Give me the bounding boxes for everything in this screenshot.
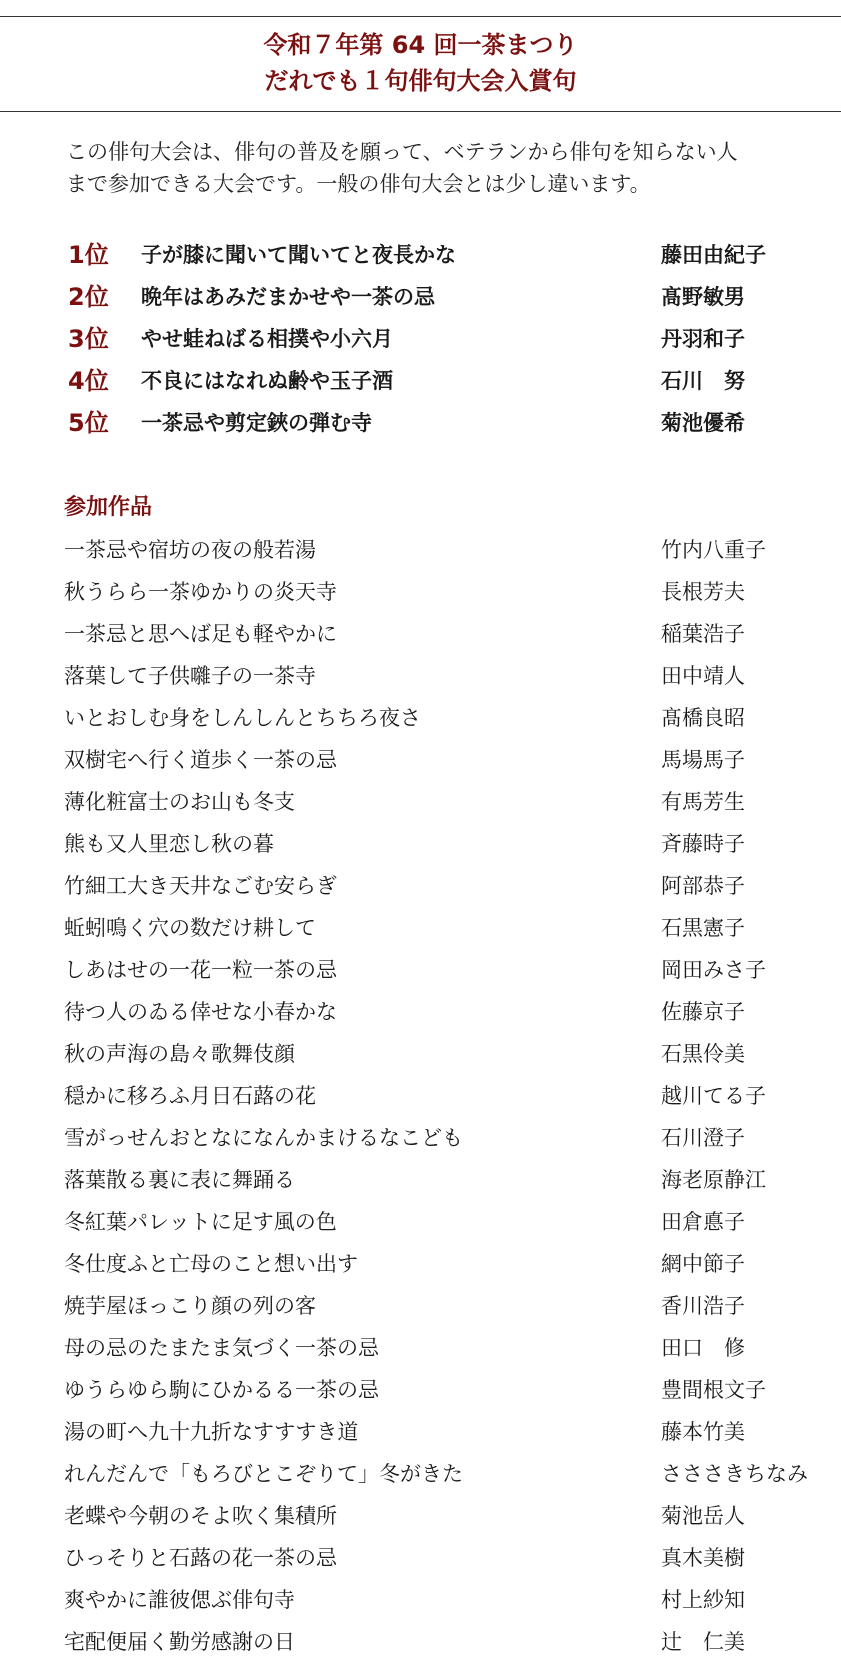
entry-row: [64, 781, 814, 823]
winner-author: 丹羽和子: [661, 327, 745, 351]
winner-haiku: 晩年はあみだまかせや一茶の忌: [141, 285, 435, 309]
entry-row: [64, 1117, 814, 1159]
winner-rank: 2位: [68, 283, 109, 311]
entry-author: 斉藤時子: [661, 832, 745, 856]
entry-author: さささきちなみ: [661, 1462, 808, 1486]
entry-author: 網中節子: [661, 1252, 745, 1276]
entry-row: [64, 1621, 814, 1663]
entry-author: 竹内八重子: [661, 538, 766, 562]
winners-list: [66, 234, 806, 444]
entry-author: 長根芳夫: [661, 580, 745, 604]
entry-haiku: 焼芋屋ほっこり顔の列の客: [64, 1294, 316, 1318]
entry-author: 田中靖人: [661, 664, 745, 688]
entry-haiku: いとおしむ身をしんしんとちちろ夜さ: [64, 706, 421, 730]
entry-row: [64, 949, 814, 991]
winner-rank: 3位: [68, 325, 109, 353]
winner-row: [66, 360, 806, 402]
entry-author: 佐藤京子: [661, 1000, 745, 1024]
entry-haiku: 老蝶や今朝のそよ吹く集積所: [64, 1504, 337, 1528]
entry-row: [64, 1201, 814, 1243]
entry-haiku: 一茶忌と思へば足も軽やかに: [64, 622, 337, 646]
entry-haiku: 双樹宅へ行く道歩く一茶の忌: [64, 748, 337, 772]
entry-author: 石黒憲子: [661, 916, 745, 940]
entry-haiku: 穏かに移ろふ月日石蕗の花: [64, 1084, 316, 1108]
entry-author: 岡田みさ子: [661, 958, 766, 982]
entry-row: [64, 613, 814, 655]
entry-row: [64, 739, 814, 781]
entry-author: 馬場馬子: [661, 748, 745, 772]
winner-row: [66, 234, 806, 276]
entry-author: 石川澄子: [661, 1126, 745, 1150]
entry-author: 髙橋良昭: [661, 706, 745, 730]
page-title-line2: だれでも１句俳句大会入賞句: [264, 67, 577, 95]
entry-haiku: 湯の町へ九十九折なすすすき道: [64, 1420, 359, 1444]
entry-author: 真木美樹: [661, 1546, 745, 1570]
entry-haiku: 母の忌のたまたま気づく一茶の忌: [64, 1336, 379, 1360]
entry-row: [64, 1033, 814, 1075]
entry-row: [64, 1285, 814, 1327]
entry-author: 辻 仁美: [661, 1630, 745, 1654]
entry-row: [64, 1537, 814, 1579]
entry-haiku: 落葉して子供囃子の一茶寺: [64, 664, 316, 688]
entry-haiku: 落葉散る裏に表に舞踊る: [64, 1168, 295, 1192]
entry-author: 石黒伶美: [661, 1042, 745, 1066]
entry-haiku: 薄化粧富士のお山も冬支: [64, 790, 295, 814]
entry-haiku: 秋うらら一茶ゆかりの炎天寺: [64, 580, 337, 604]
entry-row: [64, 991, 814, 1033]
winner-haiku: やせ蛙ねばる相撲や小六月: [141, 327, 393, 351]
entry-haiku: 雪がっせんおとなになんかまけるなこども: [64, 1126, 463, 1150]
entry-author: 阿部恭子: [661, 874, 745, 898]
intro-line1: この俳句大会は、俳句の普及を願って、ベテランから俳句を知らない人: [66, 140, 738, 164]
entry-row: [64, 655, 814, 697]
entry-haiku: 冬仕度ふと亡母のこと想い出す: [64, 1252, 358, 1276]
entry-haiku: ひっそりと石蕗の花一茶の忌: [64, 1546, 337, 1570]
winner-haiku: 一茶忌や剪定鋏の弾む寺: [141, 411, 372, 435]
entry-author: 有馬芳生: [661, 790, 745, 814]
entry-row: [64, 529, 814, 571]
entry-haiku: 秋の声海の島々歌舞伎顔: [64, 1042, 295, 1066]
winner-haiku: 不良にはなれぬ齢や玉子酒: [141, 369, 393, 393]
entry-haiku: 蚯蚓鳴く穴の数だけ耕して: [64, 916, 316, 940]
entry-author: 藤本竹美: [661, 1420, 745, 1444]
entry-haiku: しあはせの一花一粒一茶の忌: [64, 958, 337, 982]
entry-haiku: 竹細工大き天井なごむ安らぎ: [64, 874, 337, 898]
entry-row: [64, 907, 814, 949]
entry-author: 豊間根文子: [661, 1378, 766, 1402]
entry-haiku: 宅配便届く勤労感謝の日: [64, 1630, 295, 1654]
entry-author: 越川てる子: [661, 1084, 766, 1108]
winner-rank: 4位: [68, 367, 109, 395]
entry-haiku: 冬紅葉パレットに足す風の色: [64, 1210, 337, 1234]
winner-haiku: 子が膝に聞いて聞いてと夜長かな: [141, 243, 456, 267]
winner-author: 菊池優希: [661, 411, 745, 435]
entry-author: 田口 修: [661, 1336, 745, 1360]
entry-row: [64, 571, 814, 613]
entry-row: [64, 697, 814, 739]
entry-author: 村上紗知: [661, 1588, 745, 1612]
winner-rank: 5位: [68, 409, 109, 437]
winner-row: [66, 276, 806, 318]
entry-author: 田倉悳子: [661, 1210, 745, 1234]
page-header: [0, 16, 841, 112]
entry-haiku: 一茶忌や宿坊の夜の般若湯: [64, 538, 316, 562]
winner-rank: 1位: [68, 241, 109, 269]
entry-haiku: 待つ人のゐる倖せな小春かな: [64, 1000, 337, 1024]
winner-author: 髙野敏男: [661, 285, 745, 309]
winner-author: 石川 努: [661, 369, 745, 393]
entry-haiku: 爽やかに誰彼偲ぶ俳句寺: [64, 1588, 295, 1612]
entry-row: [64, 1453, 814, 1495]
entry-author: 海老原静江: [661, 1168, 766, 1192]
entry-row: [64, 1243, 814, 1285]
entry-author: 稲葉浩子: [661, 622, 745, 646]
entry-row: [64, 865, 814, 907]
entry-author: 菊池岳人: [661, 1504, 745, 1528]
entry-row: [64, 1327, 814, 1369]
winner-author: 藤田由紀子: [661, 243, 766, 267]
winner-row: [66, 402, 806, 444]
entry-row: [64, 1369, 814, 1411]
intro-line2: まで参加できる大会です。一般の俳句大会とは少し違います。: [66, 172, 651, 196]
entry-haiku: れんだんで「もろびとこぞりて」冬がきた: [64, 1462, 463, 1486]
entries-list: [64, 529, 814, 1663]
entry-row: [64, 823, 814, 865]
entry-row: [64, 1075, 814, 1117]
entries-section-title: 参加作品: [64, 495, 153, 520]
intro-paragraph: [66, 136, 786, 200]
page-title-line1: 令和７年第 64 回一茶まつり: [263, 31, 578, 59]
entry-row: [64, 1159, 814, 1201]
entry-haiku: ゆうらゆら駒にひかるる一茶の忌: [64, 1378, 379, 1402]
entry-haiku: 熊も又人里恋し秋の暮: [64, 832, 274, 856]
entry-author: 香川浩子: [661, 1294, 745, 1318]
entry-row: [64, 1411, 814, 1453]
winner-row: [66, 318, 806, 360]
entry-row: [64, 1579, 814, 1621]
entry-row: [64, 1495, 814, 1537]
